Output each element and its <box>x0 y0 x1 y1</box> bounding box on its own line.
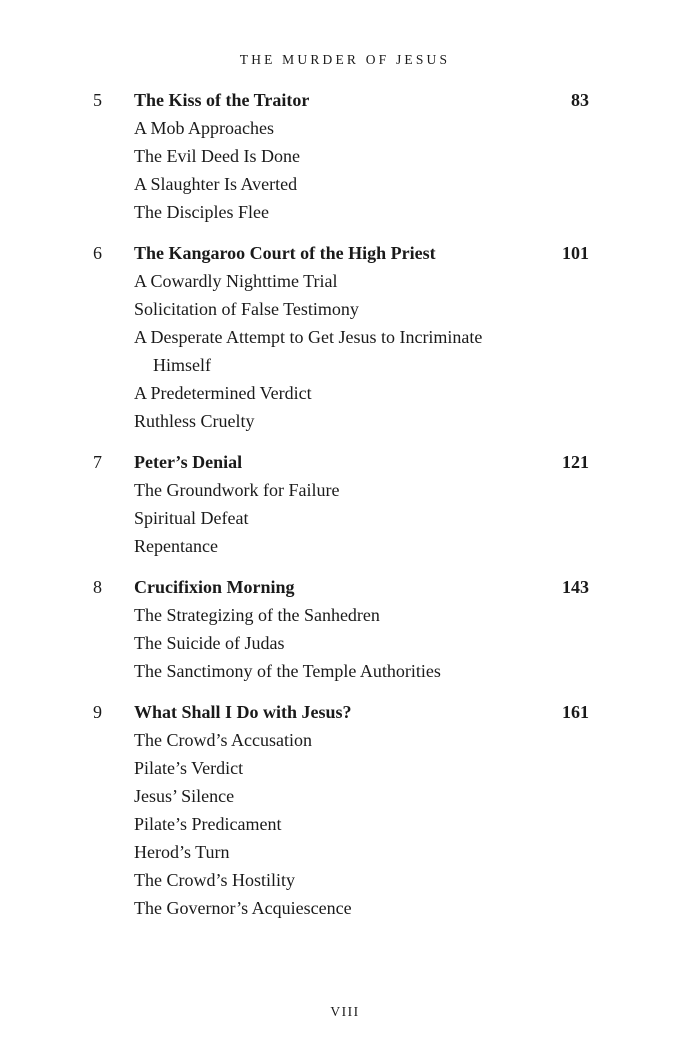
chapter-number: 9 <box>93 702 102 722</box>
subheading-list <box>93 476 593 560</box>
subheading: The Groundwork for Failure <box>134 480 340 500</box>
subheading: A Predetermined Verdict <box>134 383 312 403</box>
chapter-title[interactable]: The Kangaroo Court of the High Priest <box>134 243 436 263</box>
chapter-entry <box>93 239 593 435</box>
chapter-page-number: 101 <box>562 243 589 263</box>
subheading: Pilate’s Verdict <box>134 758 244 778</box>
subheading: Herod’s Turn <box>134 842 230 862</box>
chapter-heading <box>93 239 593 267</box>
chapter-heading <box>93 448 593 476</box>
subheading-list <box>93 601 593 685</box>
chapter-entry <box>93 698 593 922</box>
chapter-number: 8 <box>93 577 102 597</box>
subheading: The Disciples Flee <box>134 202 269 222</box>
chapter-title[interactable]: What Shall I Do with Jesus? <box>134 702 352 722</box>
subheading-list <box>93 267 593 435</box>
subheading: A Mob Approaches <box>134 118 274 138</box>
page-folio: VIII <box>330 1004 360 1019</box>
subheading: A Cowardly Nighttime Trial <box>134 271 338 291</box>
chapter-title[interactable]: The Kiss of the Traitor <box>134 90 310 110</box>
chapter-page-number: 121 <box>562 452 589 472</box>
table-of-contents <box>93 86 593 935</box>
chapter-page-number: 143 <box>562 577 589 597</box>
subheading-list <box>93 726 593 922</box>
subheading: Repentance <box>134 536 218 556</box>
subheading: Ruthless Cruelty <box>134 411 255 431</box>
chapter-heading <box>93 573 593 601</box>
subheading: The Sanctimony of the Temple Authorities <box>134 661 441 681</box>
subheading: The Suicide of Judas <box>134 633 285 653</box>
chapter-page-number: 161 <box>562 702 589 722</box>
chapter-number: 7 <box>93 452 102 472</box>
chapter-heading <box>93 698 593 726</box>
subheading: A Slaughter Is Averted <box>134 174 298 194</box>
subheading: Solicitation of False Testimony <box>134 299 359 319</box>
running-head: THE MURDER OF JESUS <box>239 52 451 67</box>
subheading-list <box>93 114 593 226</box>
subheading: The Strategizing of the Sanhedren <box>134 605 380 625</box>
chapter-entry <box>93 573 593 685</box>
subheading: Pilate’s Predicament <box>134 814 282 834</box>
subheading: A Desperate Attempt to Get Jesus to Incriminate Himself <box>134 327 483 375</box>
chapter-number: 5 <box>93 90 102 110</box>
subheading: Jesus’ Silence <box>134 786 235 806</box>
subheading: The Crowd’s Accusation <box>134 730 312 750</box>
subheading: Spiritual Defeat <box>134 508 249 528</box>
chapter-heading <box>93 86 593 114</box>
subheading: The Crowd’s Hostility <box>134 870 295 890</box>
chapter-entry <box>93 448 593 560</box>
subheading: The Evil Deed Is Done <box>134 146 300 166</box>
chapter-title[interactable]: Peter’s Denial <box>134 452 243 472</box>
chapter-title[interactable]: Crucifixion Morning <box>134 577 295 597</box>
subheading: The Governor’s Acquiescence <box>134 898 352 918</box>
chapter-entry <box>93 86 593 226</box>
chapter-number: 6 <box>93 243 102 263</box>
chapter-page-number: 83 <box>571 90 589 110</box>
